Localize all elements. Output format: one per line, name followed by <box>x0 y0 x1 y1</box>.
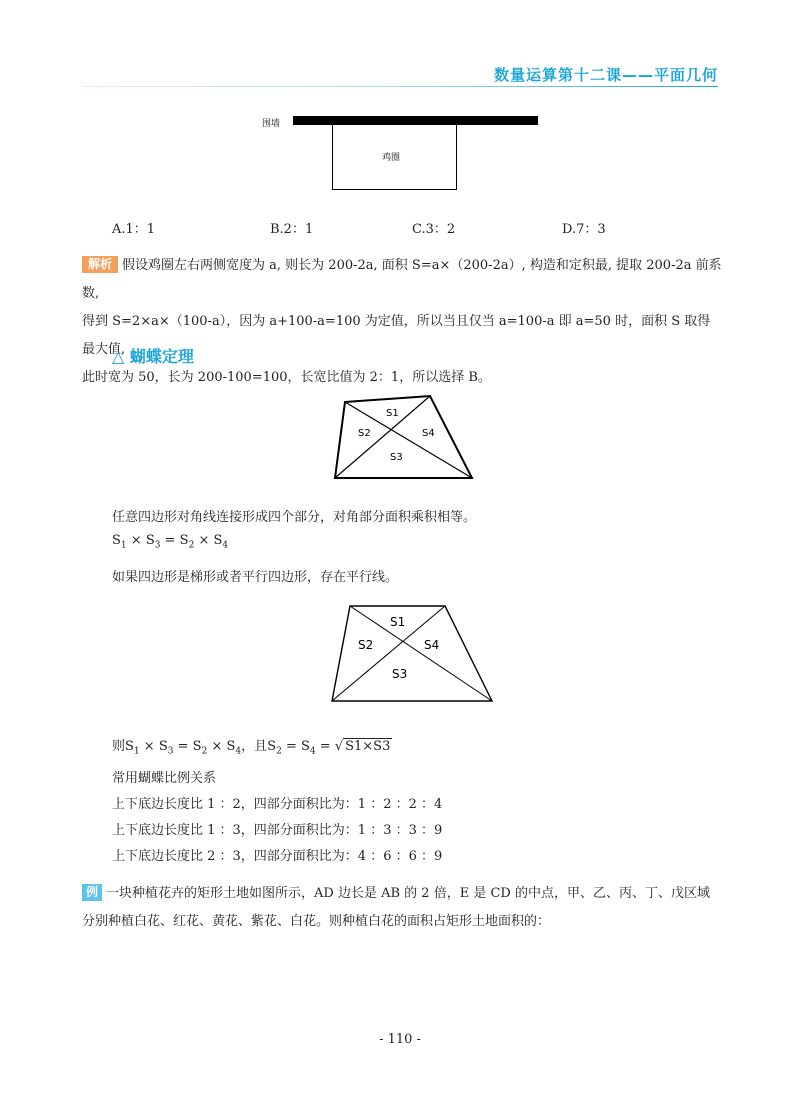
analysis-tag: 解析 <box>82 256 118 273</box>
example-text-1: 一块种植花卉的矩形土地如图所示，AD 边长是 AB 的 2 倍，E 是 CD 的中点，甲、乙、丙、丁、戊区域 <box>106 886 710 901</box>
formula-trapezoid: 则$S_1 \times S_3 = S_2 \times S_4$，且$S_2 = S_4$ = √ S1×S3 <box>112 739 391 757</box>
analysis-line-1 <box>82 252 722 308</box>
butterfly-rule-text: 任意四边形对角线连接形成四个部分，对角部分面积乘积相等。 <box>112 510 477 525</box>
trap-label-s2: S2 <box>358 638 374 652</box>
chapter-title: 数量运算第十二课——平面几何 <box>493 66 718 84</box>
trap-label-s1: S1 <box>390 615 406 629</box>
trap-label-s3: S3 <box>392 667 408 681</box>
example-line-2: 分别种植白花、红花、黄花、紫花、白花。则种植白花的面积占矩形土地面积的： <box>82 914 551 929</box>
answer-options <box>112 218 712 236</box>
ratio-line-2: 上下底边长度比 1 ：3，四部分面积比为：1 ：3 ：3 ：9 <box>112 823 443 838</box>
trap-diagonal-2 <box>332 606 445 701</box>
quad-label-s1: S1 <box>386 408 399 419</box>
ratio-line-3: 上下底边长度比 2 ：3，四部分面积比为：4 ：6 ：6 ：9 <box>112 849 443 864</box>
option-a: A.1：1 <box>112 222 156 237</box>
sqrt-content: S1×S3 <box>345 739 391 754</box>
analysis-line-3: 此时宽为 50，长为 200-100=100，长宽比值为 2：1，所以选择 B。 <box>82 370 491 385</box>
analysis-text-1: 假设鸡圈左右两侧宽度为 a, 则长为 200-2a, 面积 S=a×（200-2a）, 构造和定积最, 提取 200-2a 前系数, <box>82 258 722 301</box>
trapezoid-note-text: 如果四边形是梯形或者平行四边形，存在平行线。 <box>112 570 399 585</box>
analysis-line-2: 得到 S=2×a×（100-a），因为 a+100-a=100 为定值，所以当且仅当 a=100-a 即 a=50 时，面积 S 取得最大值, <box>82 314 711 357</box>
formula-product-equality: $S_1 \times S_3 = S_2 \times S_4$ <box>112 533 229 551</box>
quad-label-s4: S4 <box>422 428 435 439</box>
analysis-paragraph <box>82 252 722 392</box>
option-d: D.7：3 <box>562 222 606 237</box>
ratio-title: 常用蝴蝶比例关系 <box>112 771 217 786</box>
quad-diagonal-2 <box>335 396 430 478</box>
pen-label: 鸡圈 <box>382 153 401 163</box>
sqrt-sign: √ <box>334 739 344 754</box>
trap-outline <box>332 606 492 701</box>
quad-label-s3: S3 <box>390 452 403 463</box>
trapezoid-figure <box>330 604 495 704</box>
ratio-line-1: 上下底边长度比 1 ：2，四部分面积比为：1 ：2 ：2 ：4 <box>112 797 443 812</box>
header-divider <box>82 86 718 87</box>
option-b: B.2：1 <box>270 222 314 237</box>
trap-label-s4: S4 <box>424 638 440 652</box>
quadrilateral-figure <box>330 388 475 483</box>
trap-diagonal-1 <box>350 606 492 701</box>
quad-label-s2: S2 <box>358 428 371 439</box>
option-c: C.3：2 <box>412 222 456 237</box>
section-title: △ 蝴蝶定理 <box>112 347 194 366</box>
wall-bar <box>293 116 538 125</box>
example-line-1 <box>82 880 722 908</box>
page-number: - 110 - <box>379 1032 421 1047</box>
wall-label: 围墙 <box>262 119 281 129</box>
example-tag: 例 <box>82 884 102 901</box>
example-paragraph <box>82 880 722 936</box>
